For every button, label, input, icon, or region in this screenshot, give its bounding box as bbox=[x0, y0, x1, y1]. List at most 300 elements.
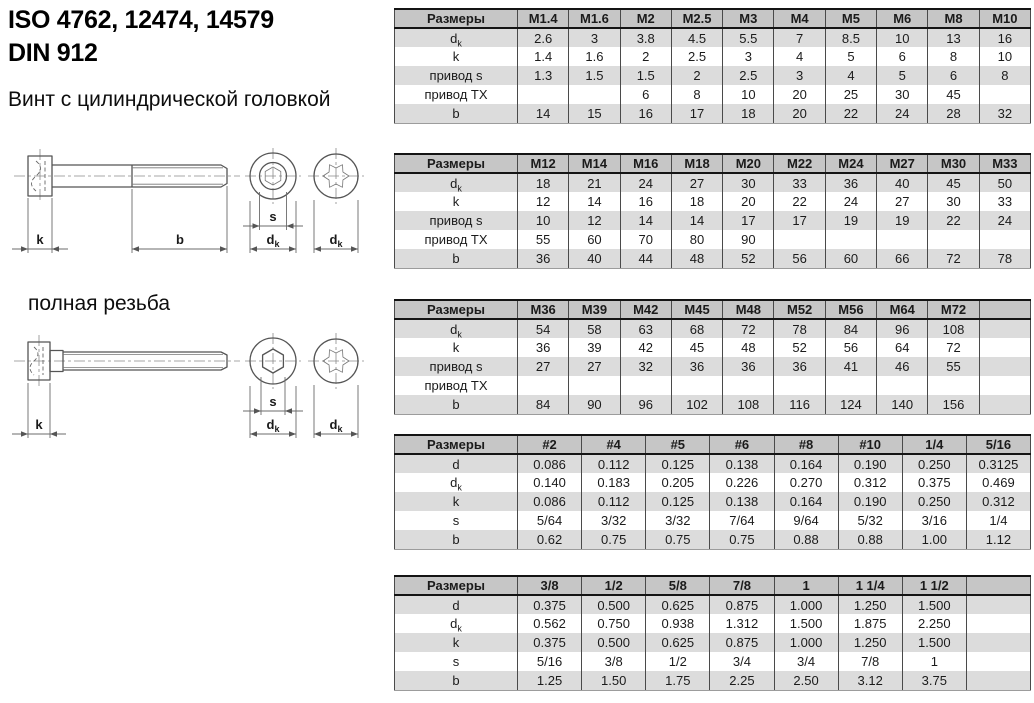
table-cell: 55 bbox=[928, 357, 979, 376]
column-header: M39 bbox=[569, 300, 620, 319]
table-cell: 66 bbox=[877, 249, 928, 268]
column-header: M18 bbox=[671, 154, 722, 173]
table-cell: 3/32 bbox=[582, 511, 646, 530]
table-row bbox=[395, 595, 1031, 614]
dimension-table-metric-large bbox=[394, 299, 1031, 415]
table-cell: 60 bbox=[569, 230, 620, 249]
table-cell: 19 bbox=[877, 211, 928, 230]
table-header-sizes: Размеры bbox=[395, 300, 518, 319]
table-row bbox=[395, 530, 1031, 549]
table-cell: 55 bbox=[518, 230, 569, 249]
table-cell: 3.12 bbox=[838, 671, 902, 690]
table-cell bbox=[966, 614, 1030, 633]
standard-din-line: DIN 912 bbox=[8, 39, 98, 67]
table-cell: 4.5 bbox=[671, 28, 722, 47]
column-header: M8 bbox=[928, 9, 979, 28]
table-row bbox=[395, 357, 1031, 376]
table-row bbox=[395, 338, 1031, 357]
table-cell: 36 bbox=[671, 357, 722, 376]
page-title bbox=[8, 4, 274, 70]
row-label: d bbox=[395, 595, 518, 614]
table-cell: 6 bbox=[620, 85, 671, 104]
table-cell: 84 bbox=[825, 319, 876, 338]
table-cell: 10 bbox=[877, 28, 928, 47]
table-cell bbox=[966, 671, 1030, 690]
table-cell: 0.500 bbox=[582, 595, 646, 614]
table-row bbox=[395, 211, 1031, 230]
standard-iso-line: ISO 4762, 12474, 14579 bbox=[8, 6, 274, 34]
column-header: 1/2 bbox=[582, 576, 646, 595]
table-cell: 52 bbox=[723, 249, 774, 268]
table-cell: 72 bbox=[928, 338, 979, 357]
table-cell: 0.183 bbox=[582, 473, 646, 492]
table-row bbox=[395, 454, 1031, 473]
table-cell: 0.62 bbox=[518, 530, 582, 549]
table-cell: 27 bbox=[569, 357, 620, 376]
table-cell bbox=[620, 376, 671, 395]
table-cell: 17 bbox=[774, 211, 825, 230]
table-cell: 30 bbox=[877, 85, 928, 104]
full-thread-label: полная резьба bbox=[28, 292, 171, 315]
table-cell bbox=[569, 376, 620, 395]
table-cell: 2.6 bbox=[518, 28, 569, 47]
table-cell: 108 bbox=[928, 319, 979, 338]
table-cell: 8 bbox=[979, 66, 1030, 85]
table-cell: 0.88 bbox=[774, 530, 838, 549]
table-cell: 32 bbox=[620, 357, 671, 376]
table-cell: 16 bbox=[620, 104, 671, 123]
table-cell: 48 bbox=[671, 249, 722, 268]
table-cell: 44 bbox=[620, 249, 671, 268]
table-cell: 18 bbox=[723, 104, 774, 123]
table-cell: 0.140 bbox=[518, 473, 582, 492]
dimension-table bbox=[394, 575, 1031, 691]
table-cell: 56 bbox=[825, 338, 876, 357]
table-cell: 14 bbox=[569, 192, 620, 211]
table-cell: 46 bbox=[877, 357, 928, 376]
table-cell: 63 bbox=[620, 319, 671, 338]
dimension-table bbox=[394, 299, 1031, 415]
column-header: M3 bbox=[723, 9, 774, 28]
column-header: M24 bbox=[825, 154, 876, 173]
table-cell: 0.190 bbox=[838, 492, 902, 511]
dimension-table bbox=[394, 434, 1031, 550]
table-cell: 64 bbox=[877, 338, 928, 357]
table-row bbox=[395, 104, 1031, 123]
table-cell: 1.500 bbox=[902, 633, 966, 652]
table-cell: 22 bbox=[928, 211, 979, 230]
table-cell: 17 bbox=[671, 104, 722, 123]
row-label: привод TX bbox=[395, 376, 518, 395]
column-header: M12 bbox=[518, 154, 569, 173]
table-row bbox=[395, 230, 1031, 249]
dimension-table bbox=[394, 153, 1031, 269]
table-cell: 45 bbox=[928, 85, 979, 104]
dimension-table-imperial-small bbox=[394, 434, 1031, 550]
table-cell: 140 bbox=[877, 395, 928, 414]
row-label: k bbox=[395, 633, 518, 652]
table-cell: 16 bbox=[979, 28, 1030, 47]
row-label: b bbox=[395, 249, 518, 268]
table-cell: 0.138 bbox=[710, 492, 774, 511]
table-cell: 5 bbox=[825, 47, 876, 66]
table-header-sizes: Размеры bbox=[395, 576, 518, 595]
table-cell: 5/32 bbox=[838, 511, 902, 530]
table-cell: 0.875 bbox=[710, 633, 774, 652]
table-cell: 30 bbox=[928, 192, 979, 211]
table-cell: 10 bbox=[979, 47, 1030, 66]
dim-label-dk: $d_k$ bbox=[329, 417, 343, 434]
table-cell: 1.6 bbox=[569, 47, 620, 66]
table-cell: 1.000 bbox=[774, 633, 838, 652]
table-cell: 40 bbox=[569, 249, 620, 268]
table-cell: 8 bbox=[671, 85, 722, 104]
column-header: M45 bbox=[671, 300, 722, 319]
table-cell: 36 bbox=[825, 173, 876, 192]
dim-label-s: s bbox=[269, 394, 277, 409]
table-cell bbox=[671, 376, 722, 395]
table-cell: 9/64 bbox=[774, 511, 838, 530]
table-cell bbox=[928, 376, 979, 395]
table-cell: 3/8 bbox=[582, 652, 646, 671]
table-cell: 0.625 bbox=[646, 595, 710, 614]
end-view-hex-socket bbox=[243, 148, 303, 253]
table-cell bbox=[877, 376, 928, 395]
table-cell: 1.250 bbox=[838, 633, 902, 652]
table-cell: 0.75 bbox=[646, 530, 710, 549]
table-cell: 8 bbox=[928, 47, 979, 66]
column-header: 1/4 bbox=[902, 435, 966, 454]
table-row bbox=[395, 671, 1031, 690]
column-header: M22 bbox=[774, 154, 825, 173]
table-cell: 1.500 bbox=[774, 614, 838, 633]
table-cell: 1.50 bbox=[582, 671, 646, 690]
column-header: 1 1/2 bbox=[902, 576, 966, 595]
table-cell: 13 bbox=[928, 28, 979, 47]
table-cell: 0.375 bbox=[518, 595, 582, 614]
table-cell: 19 bbox=[825, 211, 876, 230]
table-row bbox=[395, 173, 1031, 192]
table-cell: 2.5 bbox=[723, 66, 774, 85]
table-cell: 70 bbox=[620, 230, 671, 249]
table-cell: 48 bbox=[723, 338, 774, 357]
column-header: M2 bbox=[620, 9, 671, 28]
dim-label-k: k bbox=[35, 417, 43, 432]
table-cell: 5.5 bbox=[723, 28, 774, 47]
table-cell: 3 bbox=[569, 28, 620, 47]
table-cell: 0.469 bbox=[966, 473, 1030, 492]
table-cell: 8.5 bbox=[825, 28, 876, 47]
column-header: #10 bbox=[838, 435, 902, 454]
column-header: M48 bbox=[723, 300, 774, 319]
table-cell: 1.875 bbox=[838, 614, 902, 633]
screw-drawing-full-thread bbox=[0, 331, 390, 446]
table-cell: 0.75 bbox=[582, 530, 646, 549]
table-cell: 1.75 bbox=[646, 671, 710, 690]
table-cell: 60 bbox=[825, 249, 876, 268]
table-cell: 4 bbox=[825, 66, 876, 85]
table-cell: 90 bbox=[569, 395, 620, 414]
table-cell: 124 bbox=[825, 395, 876, 414]
table-cell: 36 bbox=[518, 249, 569, 268]
column-header: M2.5 bbox=[671, 9, 722, 28]
table-cell bbox=[979, 319, 1030, 338]
column-header: #2 bbox=[518, 435, 582, 454]
column-header: 1 bbox=[774, 576, 838, 595]
column-header: M14 bbox=[569, 154, 620, 173]
row-label: привод s bbox=[395, 357, 518, 376]
column-header: M1.4 bbox=[518, 9, 569, 28]
column-header: 1 1/4 bbox=[838, 576, 902, 595]
table-cell: 3 bbox=[723, 47, 774, 66]
table-cell: 21 bbox=[569, 173, 620, 192]
table-cell: 58 bbox=[569, 319, 620, 338]
table-row bbox=[395, 614, 1031, 633]
table-cell: 33 bbox=[774, 173, 825, 192]
table-cell: 0.138 bbox=[710, 454, 774, 473]
table-cell: 14 bbox=[620, 211, 671, 230]
table-cell: 3.8 bbox=[620, 28, 671, 47]
table-cell: 80 bbox=[671, 230, 722, 249]
row-label: $d_k$ bbox=[395, 28, 518, 47]
dim-label-k: k bbox=[36, 232, 44, 247]
table-cell: 116 bbox=[774, 395, 825, 414]
table-cell: 0.562 bbox=[518, 614, 582, 633]
table-cell: 6 bbox=[877, 47, 928, 66]
table-cell bbox=[979, 376, 1030, 395]
table-cell: 24 bbox=[877, 104, 928, 123]
column-header: M72 bbox=[928, 300, 979, 319]
table-cell bbox=[966, 652, 1030, 671]
table-cell: 20 bbox=[774, 85, 825, 104]
table-cell: 12 bbox=[569, 211, 620, 230]
row-label: k bbox=[395, 192, 518, 211]
table-cell: 20 bbox=[723, 192, 774, 211]
table-cell: 3.75 bbox=[902, 671, 966, 690]
row-label: привод TX bbox=[395, 230, 518, 249]
table-cell: 0.312 bbox=[838, 473, 902, 492]
column-header: M20 bbox=[723, 154, 774, 173]
row-label: привод s bbox=[395, 211, 518, 230]
table-cell: 0.375 bbox=[518, 633, 582, 652]
table-row bbox=[395, 511, 1031, 530]
table-cell: 42 bbox=[620, 338, 671, 357]
column-header: M5 bbox=[825, 9, 876, 28]
column-header: #5 bbox=[646, 435, 710, 454]
dimension-table bbox=[394, 8, 1031, 124]
table-cell: 56 bbox=[774, 249, 825, 268]
table-cell: 0.205 bbox=[646, 473, 710, 492]
table-cell: 1.312 bbox=[710, 614, 774, 633]
table-row bbox=[395, 47, 1031, 66]
column-header: M52 bbox=[774, 300, 825, 319]
table-cell: 1.25 bbox=[518, 671, 582, 690]
table-cell: 41 bbox=[825, 357, 876, 376]
column-header: 5/8 bbox=[646, 576, 710, 595]
table-cell: 0.190 bbox=[838, 454, 902, 473]
table-cell: 1.500 bbox=[902, 595, 966, 614]
table-cell: 156 bbox=[928, 395, 979, 414]
column-header: 3/8 bbox=[518, 576, 582, 595]
table-row bbox=[395, 66, 1031, 85]
table-cell: 36 bbox=[774, 357, 825, 376]
row-label: k bbox=[395, 492, 518, 511]
table-cell: 90 bbox=[723, 230, 774, 249]
table-cell: 0.625 bbox=[646, 633, 710, 652]
column-header: #4 bbox=[582, 435, 646, 454]
dim-label-dk: $d_k$ bbox=[266, 232, 280, 249]
table-cell: 0.250 bbox=[902, 492, 966, 511]
column-header: M1.6 bbox=[569, 9, 620, 28]
table-cell: 2.50 bbox=[774, 671, 838, 690]
table-cell: 0.164 bbox=[774, 454, 838, 473]
row-label: привод TX bbox=[395, 85, 518, 104]
table-cell: 0.270 bbox=[774, 473, 838, 492]
row-label: $d_k$ bbox=[395, 614, 518, 633]
table-cell: 1.000 bbox=[774, 595, 838, 614]
table-cell: 1/2 bbox=[646, 652, 710, 671]
table-cell: 68 bbox=[671, 319, 722, 338]
table-cell: 54 bbox=[518, 319, 569, 338]
row-label: d bbox=[395, 454, 518, 473]
table-cell bbox=[979, 338, 1030, 357]
table-cell: 5/16 bbox=[518, 652, 582, 671]
table-header-sizes: Размеры bbox=[395, 9, 518, 28]
table-cell: 72 bbox=[928, 249, 979, 268]
row-label: s bbox=[395, 511, 518, 530]
dimension-table-imperial-large bbox=[394, 575, 1031, 691]
table-cell: 3/4 bbox=[774, 652, 838, 671]
dim-label-b: b bbox=[176, 232, 184, 247]
column-header: M10 bbox=[979, 9, 1030, 28]
column-header: M16 bbox=[620, 154, 671, 173]
table-cell: 5/64 bbox=[518, 511, 582, 530]
table-cell: 0.125 bbox=[646, 454, 710, 473]
table-cell: 28 bbox=[928, 104, 979, 123]
table-cell: 22 bbox=[825, 104, 876, 123]
table-cell: 14 bbox=[518, 104, 569, 123]
table-cell: 14 bbox=[671, 211, 722, 230]
table-cell: 0.875 bbox=[710, 595, 774, 614]
table-cell: 27 bbox=[877, 192, 928, 211]
table-cell: 16 bbox=[620, 192, 671, 211]
table-cell: 0.086 bbox=[518, 454, 582, 473]
table-cell: 45 bbox=[671, 338, 722, 357]
table-row bbox=[395, 492, 1031, 511]
table-cell: 0.3125 bbox=[966, 454, 1030, 473]
table-row bbox=[395, 319, 1031, 338]
table-cell bbox=[774, 376, 825, 395]
table-cell: 0.75 bbox=[710, 530, 774, 549]
dimension-table-metric-small bbox=[394, 8, 1031, 124]
table-cell: 3/16 bbox=[902, 511, 966, 530]
table-cell: 96 bbox=[620, 395, 671, 414]
table-cell: 0.086 bbox=[518, 492, 582, 511]
table-cell bbox=[979, 85, 1030, 104]
table-cell: 3/32 bbox=[646, 511, 710, 530]
table-cell: 1.4 bbox=[518, 47, 569, 66]
table-cell: 52 bbox=[774, 338, 825, 357]
table-cell: 3/4 bbox=[710, 652, 774, 671]
row-label: b bbox=[395, 530, 518, 549]
dimension-table-metric-medium bbox=[394, 153, 1031, 269]
table-cell: 0.125 bbox=[646, 492, 710, 511]
row-label: $d_k$ bbox=[395, 319, 518, 338]
screw-drawing-partial-thread bbox=[0, 146, 390, 261]
table-cell: 5 bbox=[877, 66, 928, 85]
table-cell: 96 bbox=[877, 319, 928, 338]
table-cell: 7/64 bbox=[710, 511, 774, 530]
table-cell: 0.226 bbox=[710, 473, 774, 492]
table-cell bbox=[825, 376, 876, 395]
table-cell: 25 bbox=[825, 85, 876, 104]
table-cell: 3 bbox=[774, 66, 825, 85]
table-cell: 2 bbox=[620, 47, 671, 66]
table-cell: 18 bbox=[518, 173, 569, 192]
table-cell: 108 bbox=[723, 395, 774, 414]
row-label: s bbox=[395, 652, 518, 671]
table-cell: 0.112 bbox=[582, 454, 646, 473]
column-header: M33 bbox=[979, 154, 1030, 173]
column-header: M6 bbox=[877, 9, 928, 28]
table-cell: 102 bbox=[671, 395, 722, 414]
table-cell: 0.312 bbox=[966, 492, 1030, 511]
table-cell: 27 bbox=[518, 357, 569, 376]
table-cell bbox=[979, 357, 1030, 376]
table-cell: 1.00 bbox=[902, 530, 966, 549]
column-header: M30 bbox=[928, 154, 979, 173]
table-cell: 1.5 bbox=[620, 66, 671, 85]
table-cell: 0.164 bbox=[774, 492, 838, 511]
row-label: b bbox=[395, 671, 518, 690]
column-header: M27 bbox=[877, 154, 928, 173]
column-header: #6 bbox=[710, 435, 774, 454]
table-cell bbox=[518, 376, 569, 395]
table-cell bbox=[979, 230, 1030, 249]
end-view-hex-socket bbox=[243, 333, 303, 438]
table-cell bbox=[723, 376, 774, 395]
table-cell: 2.5 bbox=[671, 47, 722, 66]
table-cell: 0.88 bbox=[838, 530, 902, 549]
column-header: M36 bbox=[518, 300, 569, 319]
table-cell bbox=[928, 230, 979, 249]
column-header: M56 bbox=[825, 300, 876, 319]
column-header bbox=[979, 300, 1030, 319]
dim-label-s: s bbox=[269, 209, 277, 224]
table-cell: 20 bbox=[774, 104, 825, 123]
table-cell: 12 bbox=[518, 192, 569, 211]
row-label: b bbox=[395, 395, 518, 414]
table-cell: 84 bbox=[518, 395, 569, 414]
row-label: $d_k$ bbox=[395, 473, 518, 492]
table-cell: 1/4 bbox=[966, 511, 1030, 530]
table-cell: 4 bbox=[774, 47, 825, 66]
row-label: k bbox=[395, 338, 518, 357]
table-cell: 1.5 bbox=[569, 66, 620, 85]
table-cell bbox=[966, 633, 1030, 652]
table-row bbox=[395, 85, 1031, 104]
table-row bbox=[395, 395, 1031, 414]
table-cell bbox=[966, 595, 1030, 614]
table-row bbox=[395, 633, 1031, 652]
table-cell: 39 bbox=[569, 338, 620, 357]
table-row bbox=[395, 192, 1031, 211]
table-cell: 17 bbox=[723, 211, 774, 230]
column-header: 5/16 bbox=[966, 435, 1030, 454]
column-header bbox=[966, 576, 1030, 595]
table-cell: 0.250 bbox=[902, 454, 966, 473]
row-label: b bbox=[395, 104, 518, 123]
